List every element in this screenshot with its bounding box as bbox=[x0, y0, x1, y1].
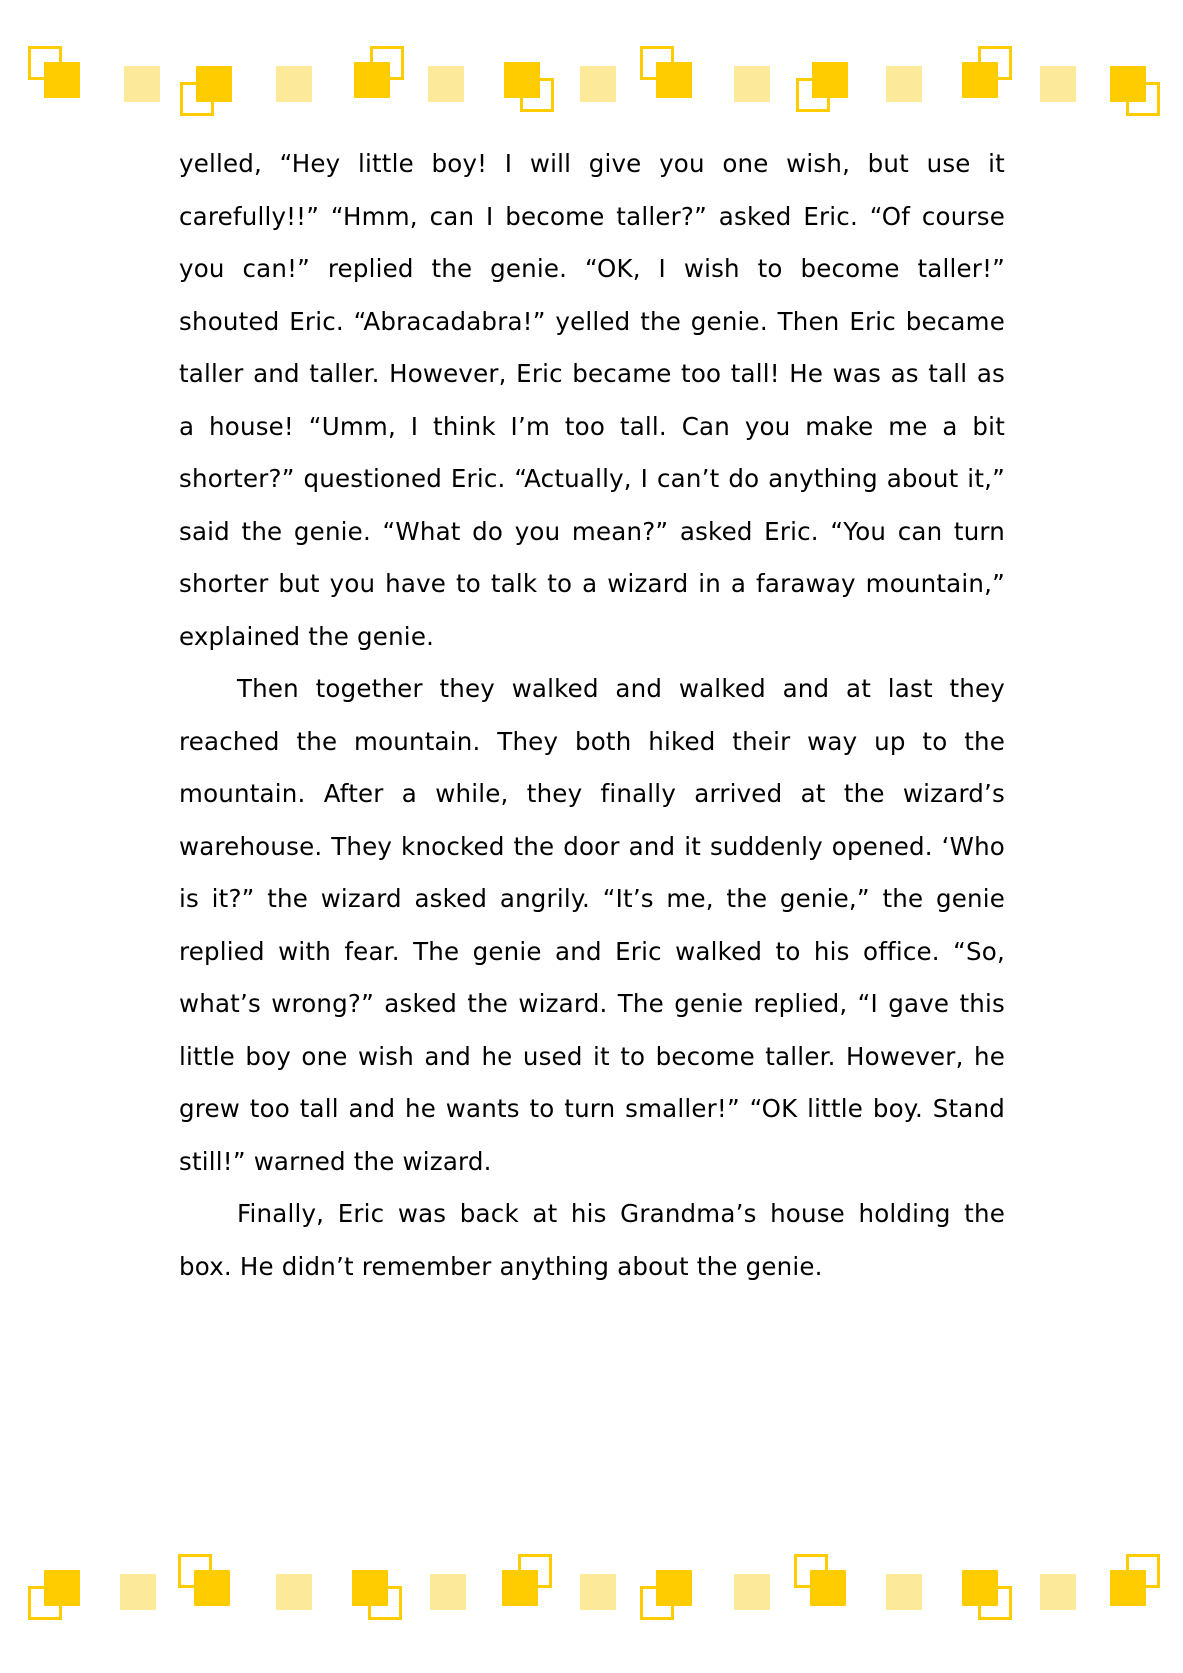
yellow-square bbox=[44, 62, 80, 98]
light-square bbox=[580, 66, 616, 102]
light-square bbox=[124, 66, 160, 102]
outline-square bbox=[1126, 82, 1160, 116]
light-square bbox=[886, 66, 922, 102]
light-square bbox=[1040, 66, 1076, 102]
story-paragraph-2: Then together they walked and walked and at last they reached the mountain. They both hiked their way up to the mountain. After a while, they finally arrived at the wizard’s warehouse. They knocked the door and it suddenly opened. ‘Who is it?” the wizard asked angrily. “It’s me, the genie,” the genie replied with fear. The genie and Eric walked to his office. “So, what’s wrong?” asked the wizard. The genie replied, “I gave this little boy one wish and he used it to become taller. However, he grew too tall and he wants to turn smaller!” “OK little boy. Stand still!” warned the wizard. bbox=[179, 674, 1005, 1176]
story-paragraph-3: Finally, Eric was back at his Grandma’s house holding the box. He didn’t remember anything about the genie. bbox=[179, 1199, 1005, 1281]
yellow-square bbox=[194, 1570, 230, 1606]
light-square bbox=[734, 66, 770, 102]
outline-square bbox=[640, 1586, 674, 1620]
light-square bbox=[734, 1574, 770, 1610]
outline-square bbox=[28, 1586, 62, 1620]
light-square bbox=[120, 1574, 156, 1610]
light-square bbox=[276, 66, 312, 102]
light-square bbox=[1040, 1574, 1076, 1610]
story-text bbox=[179, 138, 1005, 1293]
light-square bbox=[430, 1574, 466, 1610]
yellow-square bbox=[1110, 1570, 1146, 1606]
light-square bbox=[276, 1574, 312, 1610]
outline-square bbox=[796, 78, 830, 112]
yellow-square bbox=[502, 1570, 538, 1606]
story-paragraph-1: yelled, “Hey little boy! I will give you one wish, but use it carefully!!” “Hmm, can I become taller?” asked Eric. “Of course you can!” replied the genie. “OK, I wish to become taller!” shouted Eric. “Abracadabra!” yelled the genie. Then Eric became taller and taller. However, Eric became too tall! He was as tall as a house! “Umm, I think I’m too tall. Can you make me a bit shorter?” questioned Eric. “Actually, I can’t do anything about it,” said the genie. “What do you mean?” asked Eric. “You can turn shorter but you have to talk to a wizard in a faraway mountain,” explained the genie. bbox=[179, 149, 1005, 651]
outline-square bbox=[520, 78, 554, 112]
yellow-square bbox=[354, 62, 390, 98]
light-square bbox=[580, 1574, 616, 1610]
bottom-decorative-border bbox=[0, 1550, 1183, 1660]
outline-square bbox=[978, 1586, 1012, 1620]
light-square bbox=[886, 1574, 922, 1610]
light-square bbox=[428, 66, 464, 102]
top-decorative-border bbox=[0, 22, 1183, 132]
yellow-square bbox=[962, 62, 998, 98]
outline-square bbox=[180, 82, 214, 116]
yellow-square bbox=[810, 1570, 846, 1606]
outline-square bbox=[368, 1586, 402, 1620]
yellow-square bbox=[656, 62, 692, 98]
